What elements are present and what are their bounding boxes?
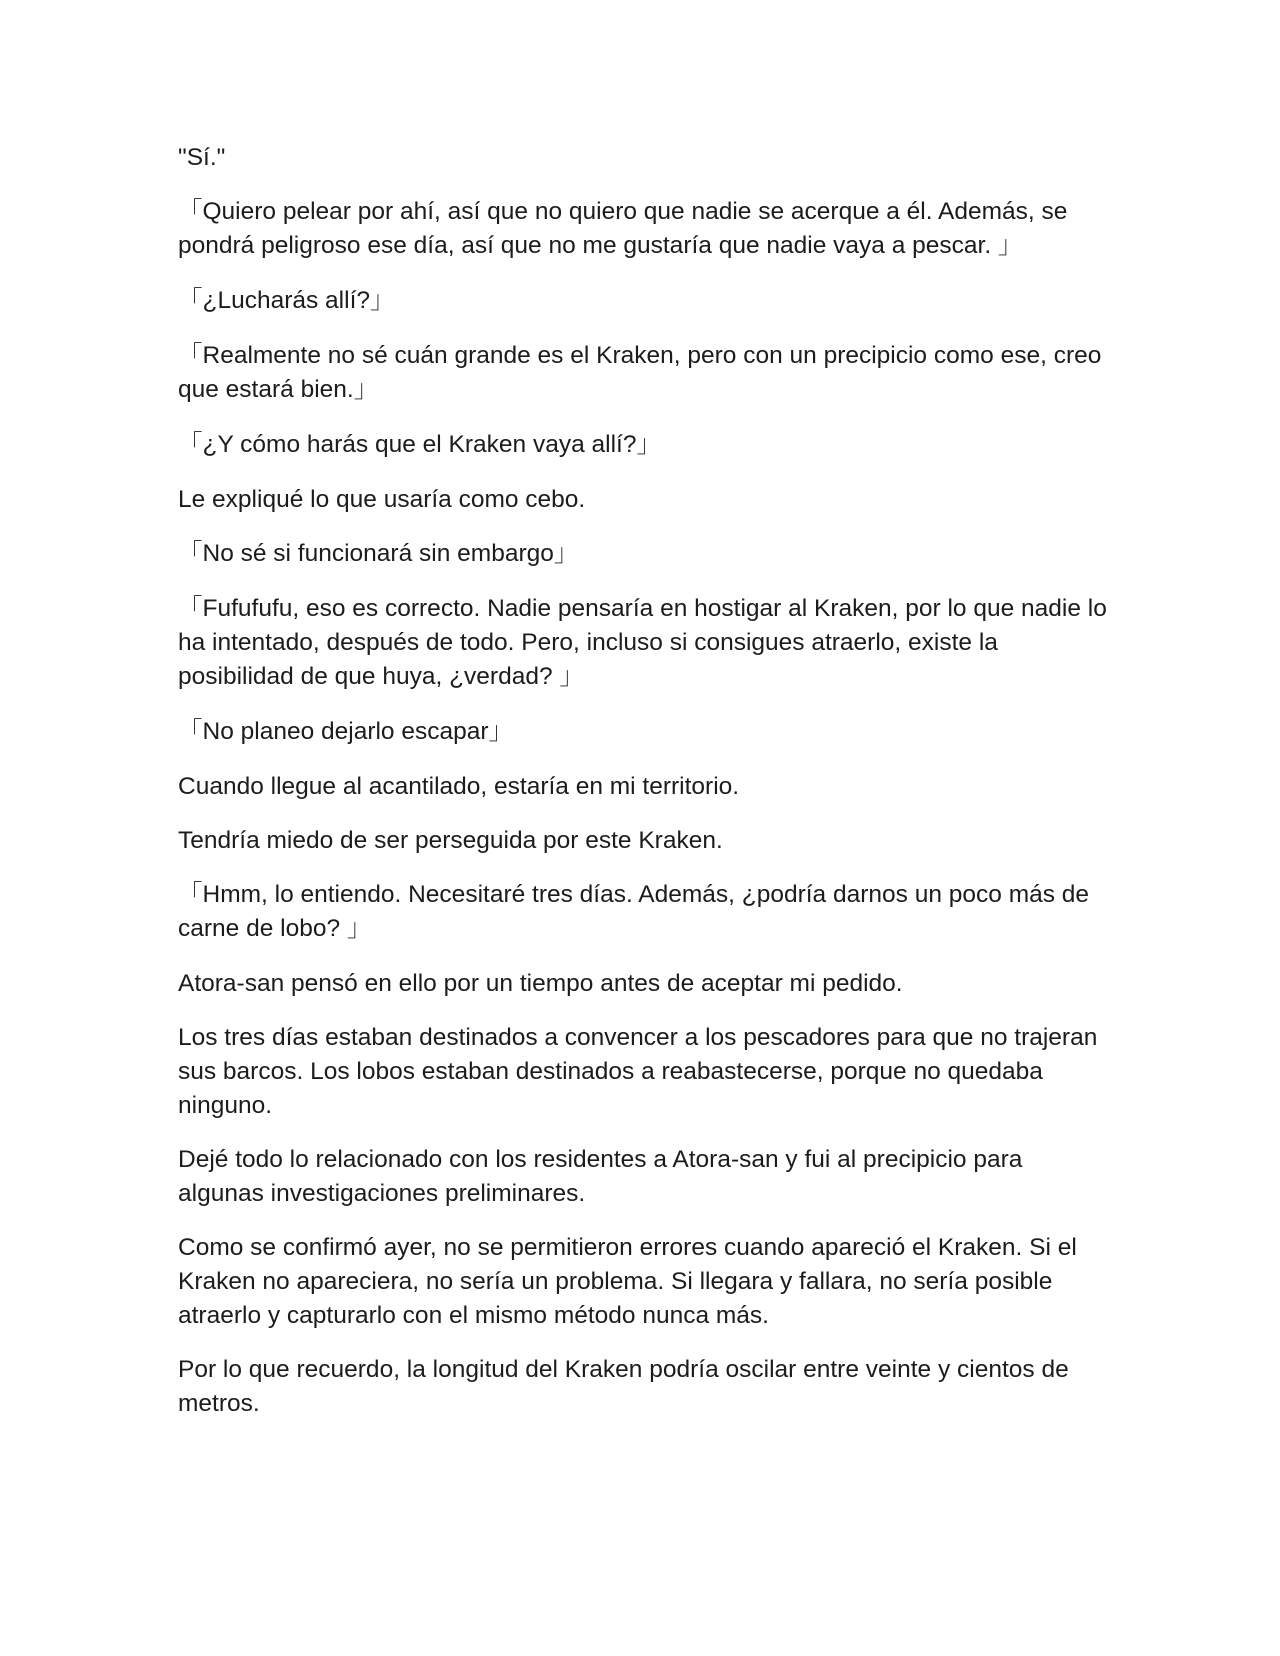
paragraph-17: Por lo que recuerdo, la longitud del Kraken podría oscilar entre veinte y cientos de metros.	[178, 1356, 1076, 1417]
paragraph-5: 「¿Y cómo harás que el Kraken vaya allí?」	[178, 431, 661, 458]
paragraph-9: 「No planeo dejarlo escapar」	[178, 718, 514, 745]
paragraph-3: 「¿Lucharás allí?」	[178, 287, 395, 314]
paragraph-14: Los tres días estaban destinados a convencer a los pescadores para que no trajeran sus barcos. Los lobos estaban destinados a reabastecerse, porque no quedaba ninguno.	[178, 1024, 1105, 1119]
paragraph-7: 「No sé si funcionará sin embargo」	[178, 540, 579, 567]
paragraph-6: Le expliqué lo que usaría como cebo.	[178, 486, 586, 513]
paragraph-2: 「Quiero pelear por ahí, así que no quiero que nadie se acerque a él. Además, se pondrá peligroso ese día, así que no me gustaría que nadie vaya a pescar. 」	[178, 198, 1075, 259]
paragraph-12: 「Hmm, lo entiendo. Necesitaré tres días. Además, ¿podría darnos un poco más de carne de lobo? 」	[178, 881, 1096, 942]
paragraph-10: Cuando llegue al acantilado, estaría en mi territorio.	[178, 773, 740, 800]
paragraph-16: Como se confirmó ayer, no se permitieron errores cuando apareció el Kraken. Si el Kraken no apareciera, no sería un problema. Si llegara y fallara, no sería posible atraerlo y capturarlo con el mismo método nunca más.	[178, 1234, 1084, 1329]
document-body	[178, 141, 1114, 1441]
paragraph-15: Dejé todo lo relacionado con los residentes a Atora-san y fui al precipicio para algunas investigaciones preliminares.	[178, 1146, 1030, 1207]
paragraph-8: 「Fufufufu, eso es correcto. Nadie pensaría en hostigar al Kraken, por lo que nadie lo ha intentado, después de todo. Pero, incluso si consigues atraerlo, existe la posibilidad de que huya, ¿verdad? 」	[178, 595, 1114, 690]
paragraph-11: Tendría miedo de ser perseguida por este Kraken.	[178, 827, 723, 854]
paragraph-1: "Sí."	[178, 144, 226, 171]
paragraph-13: Atora-san pensó en ello por un tiempo antes de aceptar mi pedido.	[178, 970, 903, 997]
paragraph-4: 「Realmente no sé cuán grande es el Kraken, pero con un precipicio como ese, creo que estará bien.」	[178, 342, 1109, 403]
